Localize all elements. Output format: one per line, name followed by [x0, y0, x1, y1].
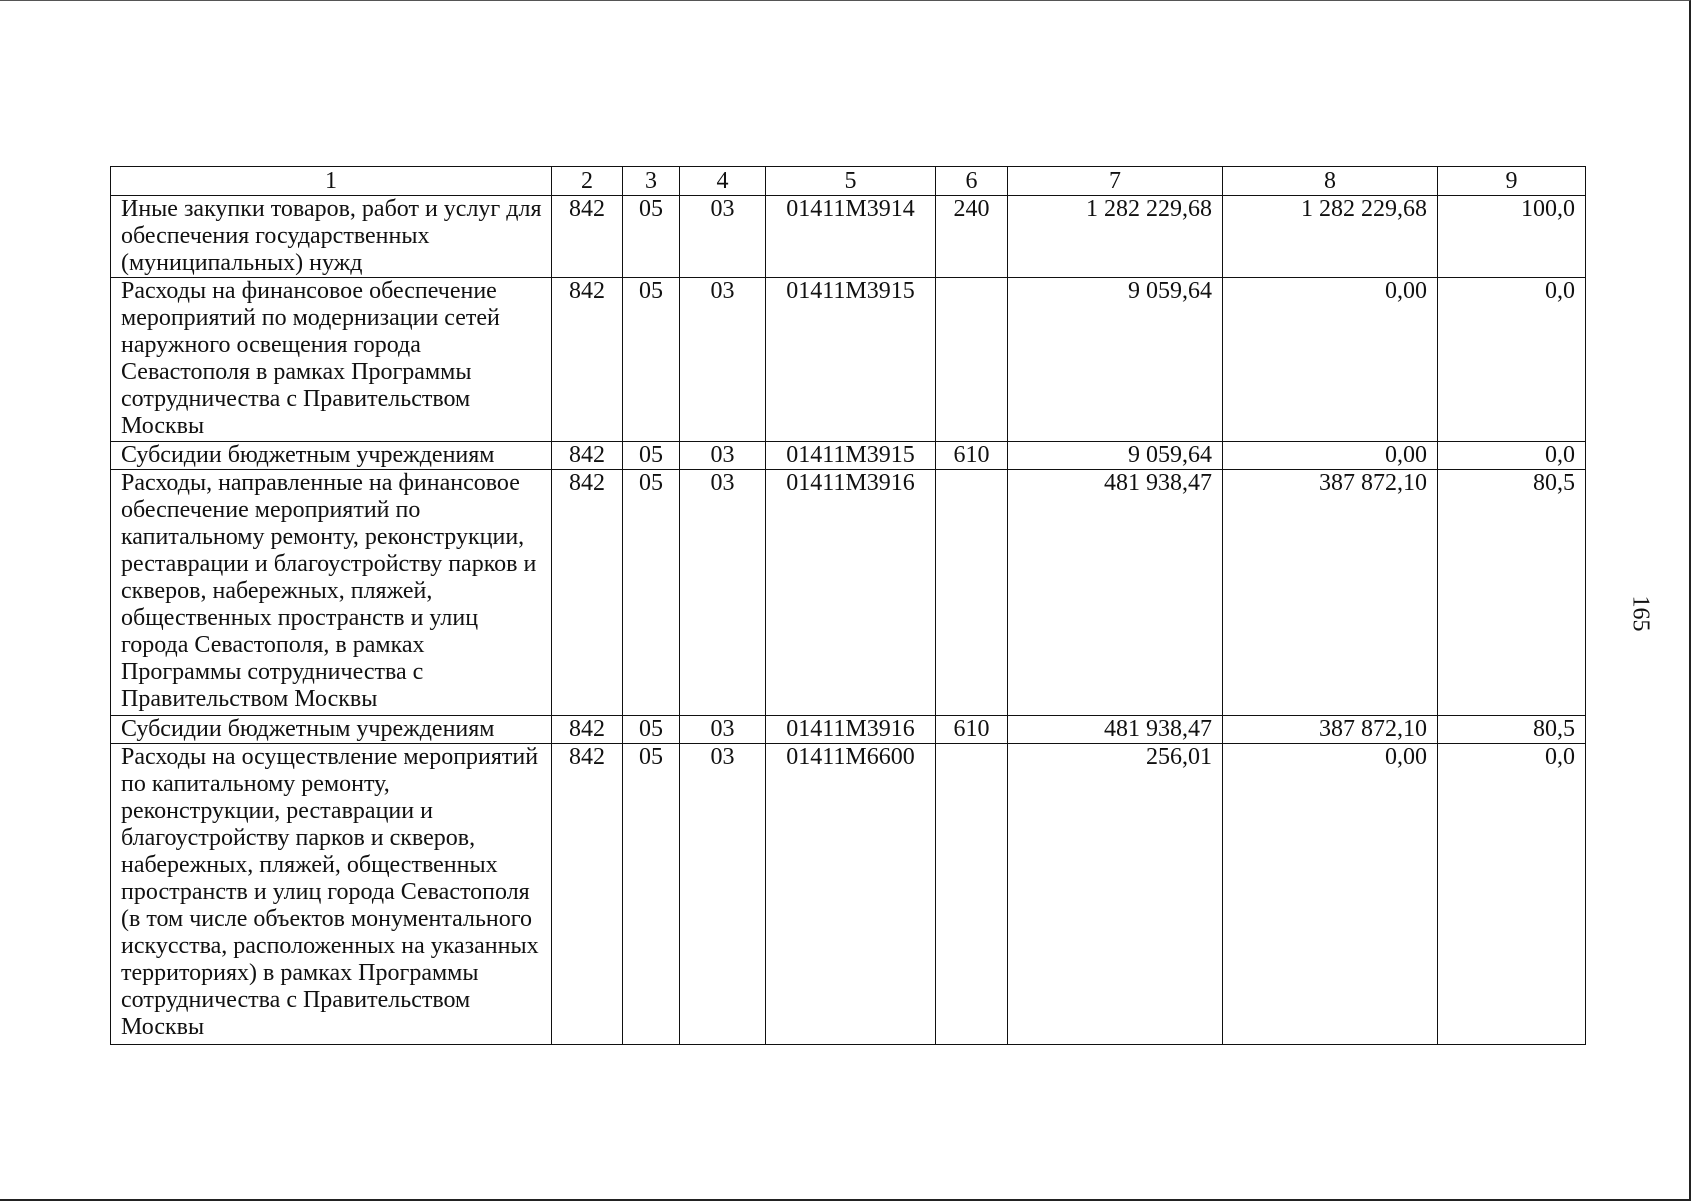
subsection-code: 03 — [680, 470, 766, 716]
section-code: 05 — [623, 716, 680, 744]
execution-percent: 0,0 — [1438, 744, 1586, 1045]
target-article-code: 01411M3915 — [766, 278, 936, 442]
header-cell: 9 — [1438, 167, 1586, 196]
ministry-code: 842 — [552, 278, 623, 442]
ministry-code: 842 — [552, 442, 623, 470]
table-row — [111, 744, 1586, 1045]
target-article-code: 01411M6600 — [766, 744, 936, 1045]
execution-percent: 0,0 — [1438, 442, 1586, 470]
ministry-code: 842 — [552, 716, 623, 744]
section-code: 05 — [623, 442, 680, 470]
execution-percent: 0,0 — [1438, 278, 1586, 442]
planned-amount: 481 938,47 — [1008, 470, 1223, 716]
header-cell: 3 — [623, 167, 680, 196]
planned-amount: 1 282 229,68 — [1008, 196, 1223, 278]
table-header-row — [111, 167, 1586, 196]
executed-amount: 387 872,10 — [1223, 716, 1438, 744]
target-article-code: 01411M3916 — [766, 470, 936, 716]
target-article-code: 01411M3916 — [766, 716, 936, 744]
header-cell: 1 — [111, 167, 552, 196]
subsection-code: 03 — [680, 716, 766, 744]
header-cell: 6 — [936, 167, 1008, 196]
expense-name: Расходы, направленные на финансовое обеспечение мероприятий по капитальному ремонту, реконструкции, реставрации и благоустройству парков и скверов, набережных, пляжей, общественных пространств и улиц города Севастополя, в рамках Программы сотрудничества с Правительством Москвы — [111, 470, 552, 716]
expense-type-code — [936, 744, 1008, 1045]
table-row — [111, 470, 1586, 716]
expense-name: Субсидии бюджетным учреждениям — [111, 442, 552, 470]
page-number: 165 — [1627, 595, 1654, 632]
expense-type-code: 610 — [936, 442, 1008, 470]
planned-amount: 9 059,64 — [1008, 278, 1223, 442]
execution-percent: 80,5 — [1438, 470, 1586, 716]
executed-amount: 0,00 — [1223, 278, 1438, 442]
expense-type-code: 610 — [936, 716, 1008, 744]
executed-amount: 1 282 229,68 — [1223, 196, 1438, 278]
section-code: 05 — [623, 196, 680, 278]
header-cell: 4 — [680, 167, 766, 196]
section-code: 05 — [623, 278, 680, 442]
planned-amount: 481 938,47 — [1008, 716, 1223, 744]
ministry-code: 842 — [552, 196, 623, 278]
subsection-code: 03 — [680, 744, 766, 1045]
table-row — [111, 442, 1586, 470]
subsection-code: 03 — [680, 278, 766, 442]
table-row — [111, 278, 1586, 442]
header-cell: 5 — [766, 167, 936, 196]
planned-amount: 9 059,64 — [1008, 442, 1223, 470]
table-row — [111, 196, 1586, 278]
header-cell: 8 — [1223, 167, 1438, 196]
target-article-code: 01411M3914 — [766, 196, 936, 278]
subsection-code: 03 — [680, 442, 766, 470]
executed-amount: 387 872,10 — [1223, 470, 1438, 716]
table-row — [111, 716, 1586, 744]
ministry-code: 842 — [552, 744, 623, 1045]
expense-name: Расходы на осуществление мероприятий по капитальному ремонту, реконструкции, реставрации и благоустройству парков и скверов, набережных, пляжей, общественных пространств и улиц города Севастополя (в том числе объектов монументального искусства, расположенных на указанных территориях) в рамках Программы сотрудничества с Правительством Москвы — [111, 744, 552, 1045]
expense-name: Иные закупки товаров, работ и услуг для обеспечения государственных (муниципальных) нужд — [111, 196, 552, 278]
section-code: 05 — [623, 470, 680, 716]
executed-amount: 0,00 — [1223, 442, 1438, 470]
section-code: 05 — [623, 744, 680, 1045]
planned-amount: 256,01 — [1008, 744, 1223, 1045]
header-cell: 2 — [552, 167, 623, 196]
subsection-code: 03 — [680, 196, 766, 278]
execution-percent: 80,5 — [1438, 716, 1586, 744]
target-article-code: 01411M3915 — [766, 442, 936, 470]
execution-percent: 100,0 — [1438, 196, 1586, 278]
expense-type-code — [936, 470, 1008, 716]
ministry-code: 842 — [552, 470, 623, 716]
budget-table — [110, 166, 1586, 1045]
executed-amount: 0,00 — [1223, 744, 1438, 1045]
expense-name: Субсидии бюджетным учреждениям — [111, 716, 552, 744]
expense-type-code: 240 — [936, 196, 1008, 278]
expense-type-code — [936, 278, 1008, 442]
expense-name: Расходы на финансовое обеспечение мероприятий по модернизации сетей наружного освещения города Севастополя в рамках Программы сотрудничества с Правительством Москвы — [111, 278, 552, 442]
header-cell: 7 — [1008, 167, 1223, 196]
